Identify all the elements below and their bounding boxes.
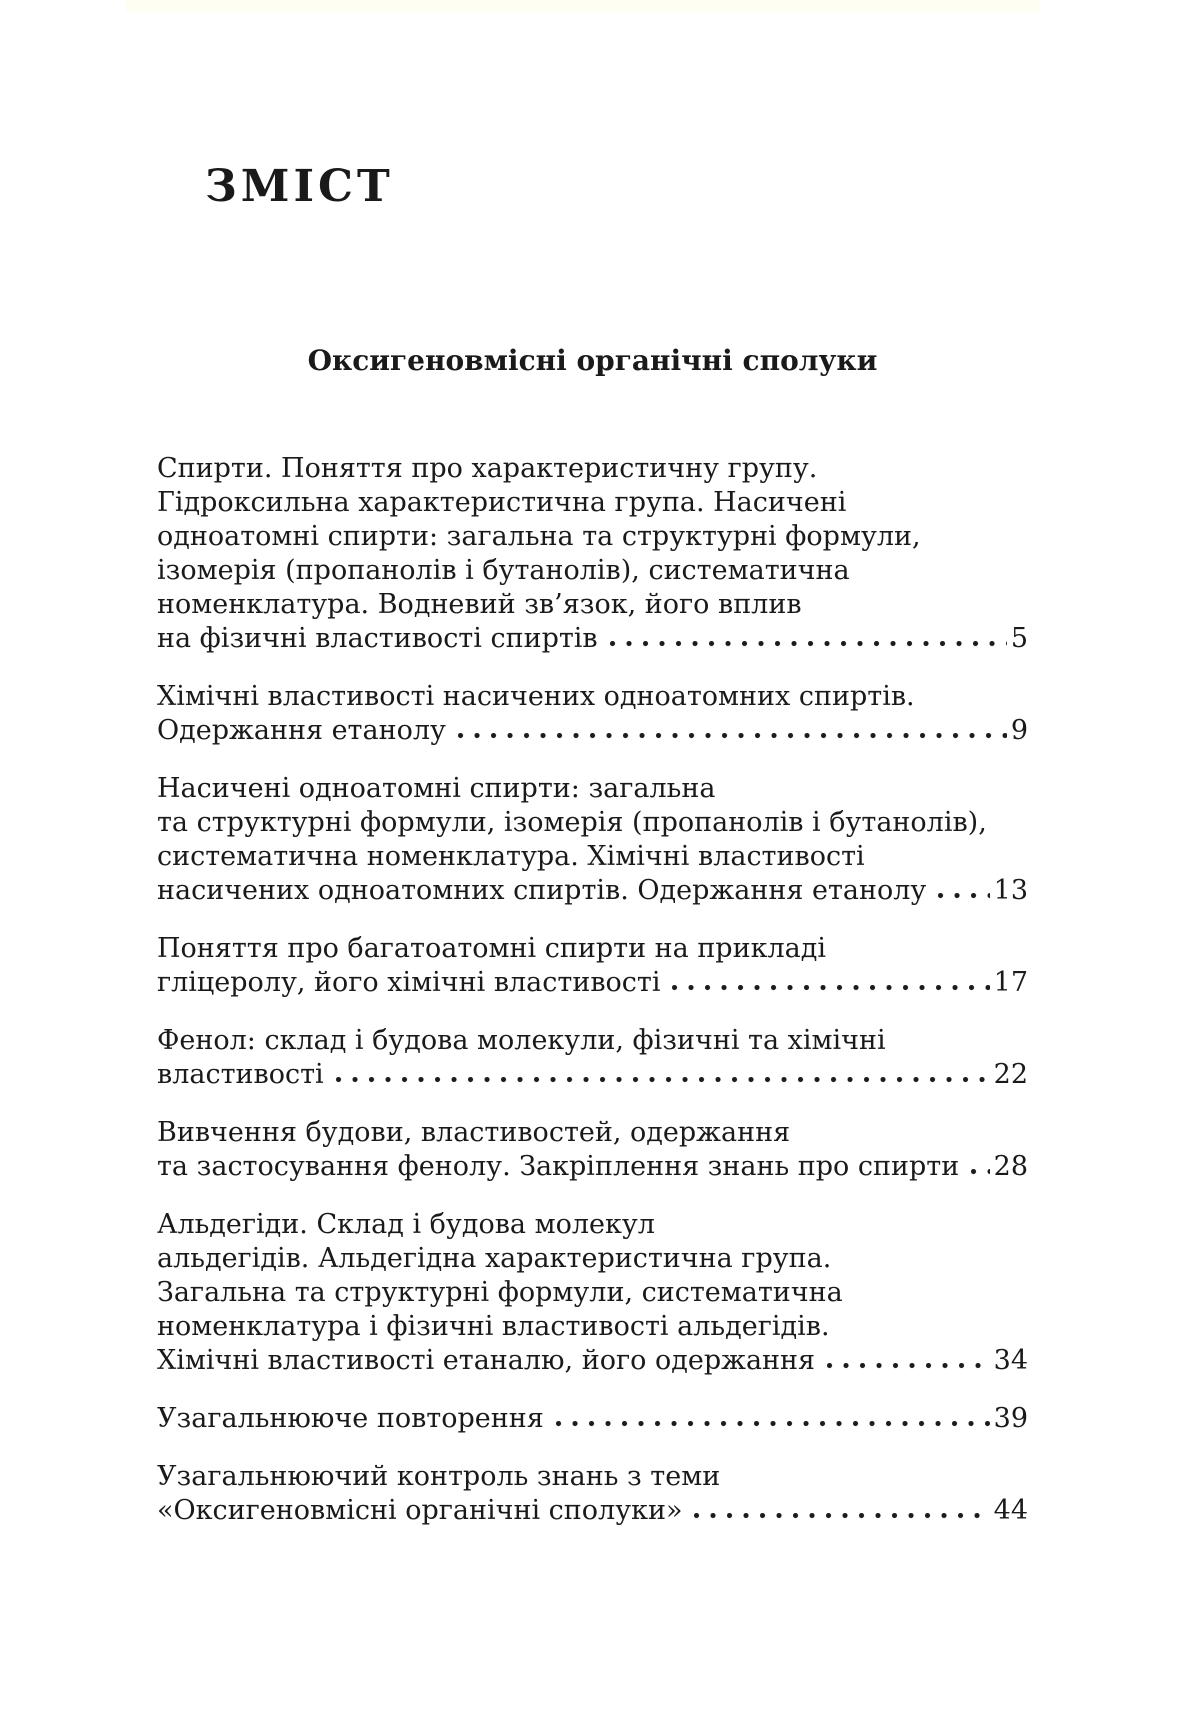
toc-entry <box>157 1402 1028 1436</box>
toc-entry-last-line <box>157 1150 1028 1184</box>
toc-entry-last-line <box>157 1402 1028 1436</box>
toc-entry-line: Загальна та структурні формули, систематична <box>157 1277 843 1308</box>
toc-entry <box>157 1024 1028 1092</box>
toc-entry-line: Спирти. Поняття про характеристичну групу. <box>157 453 818 484</box>
dot-leader <box>556 1421 990 1427</box>
toc-entry-last-line <box>157 1058 1028 1092</box>
toc-page-number: 5 <box>1010 623 1028 654</box>
dot-leader <box>610 641 1007 647</box>
toc-entry-text: «Оксигеновмісні органічні сполуки» <box>157 1495 683 1526</box>
dot-leader <box>672 985 989 991</box>
dot-leader <box>336 1077 990 1083</box>
toc-entry-line: Альдегіди. Склад і будова молекул <box>157 1209 655 1240</box>
toc-page-number: 39 <box>993 1403 1028 1434</box>
section-heading: Оксигеновмісні органічні сполуки <box>307 344 878 377</box>
toc-entry <box>157 452 1028 656</box>
toc-entry-line: номенклатура і фізичні властивості альдегідів. <box>157 1311 830 1342</box>
dot-leader <box>938 893 989 899</box>
toc-entry-text: на фізичні властивості спиртів <box>157 623 598 654</box>
toc-page-number: 13 <box>993 875 1028 906</box>
toc-entry-text: Узагальнююче повторення <box>157 1403 544 1434</box>
toc-entry-line: Вивчення будови, властивостей, одержання <box>157 1117 791 1148</box>
toc-entry <box>157 932 1028 1000</box>
toc-entry <box>157 1460 1028 1528</box>
toc-page-number: 28 <box>993 1151 1028 1182</box>
toc-page-number: 44 <box>993 1495 1028 1526</box>
toc-page-number: 17 <box>993 967 1028 998</box>
toc-entry-last-line <box>157 966 1028 1000</box>
toc-entry-line: Гідроксильна характеристична група. Насичені <box>157 487 847 518</box>
toc-entry-line: одноатомні спирти: загальна та структурні формули, <box>157 521 921 552</box>
toc-entry-text: властивості <box>157 1059 324 1090</box>
toc-entry-line: номенклатура. Водневий зв’язок, його вплив <box>157 589 802 620</box>
toc-entry-last-line <box>157 714 1028 748</box>
toc-page-number: 9 <box>1010 715 1028 746</box>
toc-entry-line: Поняття про багатоатомні спирти на прикладі <box>157 933 826 964</box>
top-edge-highlight <box>125 0 1040 12</box>
toc-entry-line: ізомерія (пропанолів і бутанолів), систематична <box>157 555 850 586</box>
toc-entry <box>157 772 1028 908</box>
toc-entry-text: Хімічні властивості етаналю, його одержання <box>157 1345 816 1376</box>
toc-entry <box>157 680 1028 748</box>
toc-page-number: 34 <box>993 1345 1028 1376</box>
toc-entry-text: Одержання етанолу <box>157 715 446 746</box>
dot-leader <box>971 1169 989 1175</box>
toc-entry-text: гліцеролу, його хімічні властивості <box>157 967 661 998</box>
toc-entry-line: Хімічні властивості насичених одноатомних спиртів. <box>157 681 915 712</box>
toc-page-number: 22 <box>993 1059 1028 1090</box>
toc-entry-text: та застосування фенолу. Закріплення знань про спирти <box>157 1151 960 1182</box>
toc-entry-text: насичених одноатомних спиртів. Одержання етанолу <box>157 875 927 906</box>
toc-entry-line: альдегідів. Альдегідна характеристична група. <box>157 1243 832 1274</box>
toc-entry-line: Узагальнюючий контроль знань з теми <box>157 1461 721 1492</box>
toc-entry-line: Фенол: склад і будова молекули, фізичні та хімічні <box>157 1025 886 1056</box>
dot-leader <box>694 1513 989 1519</box>
page-title: ЗМІСТ <box>205 161 394 212</box>
toc-list <box>157 452 1028 1528</box>
toc-entry <box>157 1208 1028 1378</box>
dot-leader <box>827 1363 990 1369</box>
dot-leader <box>458 733 1007 739</box>
toc-entry-last-line <box>157 874 1028 908</box>
toc-entry-line: Насичені одноатомні спирти: загальна <box>157 773 716 804</box>
toc-entry-last-line <box>157 1344 1028 1378</box>
toc-entry-line: систематична номенклатура. Хімічні властивості <box>157 841 865 872</box>
toc-entry <box>157 1116 1028 1184</box>
toc-entry-line: та структурні формули, ізомерія (пропанолів і бутанолів), <box>157 807 987 838</box>
toc-entry-last-line <box>157 622 1028 656</box>
toc-entry-last-line <box>157 1494 1028 1528</box>
